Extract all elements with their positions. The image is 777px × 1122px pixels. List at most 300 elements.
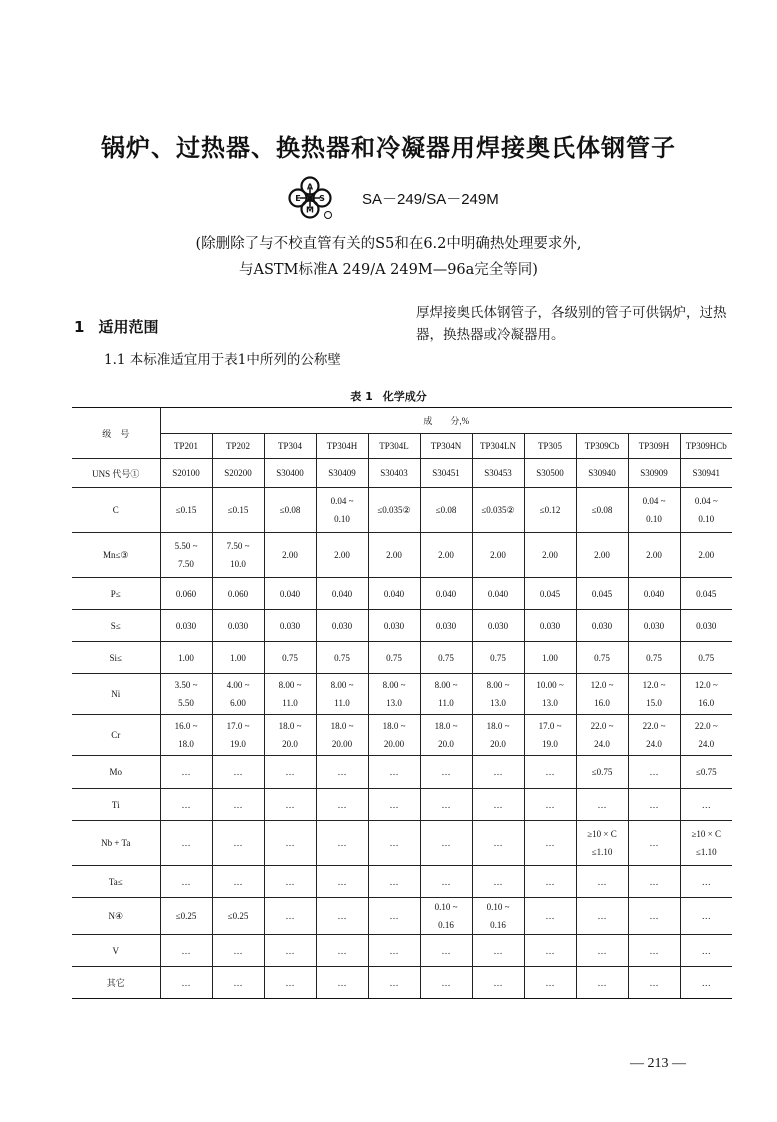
table-cell: [368, 756, 420, 789]
table-cell: [264, 459, 316, 488]
table-cell: [368, 866, 420, 898]
cell-value: 0.04 ~: [642, 496, 666, 506]
cell-value: ≥10 × C: [587, 829, 617, 839]
table-cell: [316, 967, 368, 999]
cell-value: …: [545, 945, 555, 956]
table-cell: [316, 578, 368, 610]
table-cell: [420, 459, 472, 488]
table-row: [72, 935, 732, 967]
table-cell: [420, 898, 472, 935]
svg-text:S: S: [319, 194, 325, 203]
table-cell: [316, 756, 368, 789]
cell-value: 1.00: [230, 652, 246, 663]
cell-value: 10.00 ~: [536, 680, 564, 690]
cell-value: 2.00: [594, 550, 610, 560]
cell-value: 11.0: [438, 698, 454, 708]
cell-value: …: [649, 799, 659, 810]
cell-value: …: [181, 767, 191, 777]
cell-value: 20.00: [331, 739, 353, 749]
row-label: P≤: [72, 578, 160, 610]
cell-value: 2.00: [542, 550, 558, 560]
table-row: [72, 642, 732, 674]
table-cell: [368, 642, 420, 674]
table-cell: [472, 866, 524, 898]
table-cell: [524, 459, 576, 488]
cell-value: 13.0: [386, 698, 402, 708]
table-row: [72, 610, 732, 642]
table-cell: [160, 488, 212, 533]
cell-value: S30500: [536, 468, 564, 478]
table-cell: [264, 866, 316, 898]
cell-value: 0.030: [643, 620, 665, 631]
cell-value: 0.045: [591, 588, 613, 599]
table-cell: [316, 866, 368, 898]
table-cell: [212, 642, 264, 674]
cell-value: …: [545, 977, 555, 988]
table-cell: [576, 533, 628, 578]
cell-value: 0.75: [334, 652, 350, 663]
table-row: [72, 866, 732, 898]
table-cell: [316, 533, 368, 578]
table-cell: [628, 533, 680, 578]
cell-value: …: [389, 977, 399, 988]
cell-value: ≤0.12: [539, 505, 561, 515]
cell-value: 2.00: [282, 550, 298, 560]
cell-value: 0.030: [279, 620, 301, 631]
table-cell: [524, 715, 576, 756]
cell-value: …: [389, 767, 399, 777]
table-header-row: [72, 408, 732, 434]
table-cell: [264, 935, 316, 967]
cell-value: 0.10 ~: [486, 902, 510, 912]
table-cell: [316, 674, 368, 715]
cell-value: 20.0: [438, 739, 454, 749]
table-cell: [368, 715, 420, 756]
cell-value: …: [493, 977, 503, 988]
table-cell: [628, 578, 680, 610]
grade-header-cell: TP304L: [368, 434, 420, 459]
cell-value: 20.0: [282, 739, 298, 749]
table-cell: [628, 821, 680, 866]
table-cell: [420, 488, 472, 533]
grade-header-cell: TP309HCb: [680, 434, 732, 459]
cell-value: ≤0.25: [175, 911, 197, 921]
table-cell: [316, 642, 368, 674]
cell-value: 0.040: [279, 588, 301, 599]
table-cell: [524, 674, 576, 715]
table-cell: [680, 642, 732, 674]
cell-value: …: [545, 799, 555, 810]
table-cell: [160, 935, 212, 967]
table-cell: [212, 967, 264, 999]
table-cell: [472, 935, 524, 967]
table-cell: [316, 821, 368, 866]
cell-value: 0.75: [594, 652, 610, 663]
table-cell: [524, 488, 576, 533]
cell-value: 0.04 ~: [330, 496, 354, 506]
table-cell: [420, 642, 472, 674]
section-number: 1: [74, 318, 85, 336]
table-cell: [576, 488, 628, 533]
cell-value: 19.0: [542, 739, 558, 749]
table-row: [72, 756, 732, 789]
cell-value: 18.0 ~: [382, 721, 406, 731]
table-cell: [264, 533, 316, 578]
row-label: UNS 代号①: [72, 459, 160, 488]
cell-value: …: [233, 945, 243, 956]
cell-value: 16.0: [698, 698, 715, 708]
cell-value: 0.040: [331, 588, 353, 599]
cell-value: ≤0.035②: [481, 505, 515, 515]
cell-value: 2.00: [646, 550, 662, 560]
table-cell: [368, 789, 420, 821]
cell-value: 0.04 ~: [694, 496, 718, 506]
cell-value: …: [441, 799, 451, 810]
cell-value: 17.0 ~: [226, 721, 250, 731]
cell-value: 16.0 ~: [174, 721, 198, 731]
cell-value: 13.0: [490, 698, 506, 708]
table-cell: [472, 488, 524, 533]
cell-value: S30909: [640, 468, 668, 478]
cell-value: 15.0: [646, 698, 662, 708]
table-cell: [576, 459, 628, 488]
cell-value: …: [649, 876, 659, 887]
table-cell: [628, 967, 680, 999]
standard-number: SA－249/SA－249M: [362, 191, 499, 208]
cell-value: 22.0 ~: [642, 721, 666, 731]
cell-value: 0.030: [591, 620, 613, 631]
grade-header-cell: TP304: [264, 434, 316, 459]
table-cell: [576, 898, 628, 935]
table-cell: [472, 674, 524, 715]
cell-value: 20.0: [490, 739, 506, 749]
cell-value: 12.0 ~: [642, 680, 666, 690]
cell-value: 0.040: [383, 588, 405, 599]
table-cell: [212, 488, 264, 533]
cell-value: …: [649, 767, 659, 777]
table-cell: [368, 935, 420, 967]
cell-value: 12.0 ~: [694, 680, 718, 690]
table-cell: [368, 674, 420, 715]
table-cell: [680, 459, 732, 488]
cell-value: 12.0 ~: [590, 680, 614, 690]
chemical-composition-table: [72, 407, 732, 999]
table-cell: [420, 935, 472, 967]
table-cell: [160, 459, 212, 488]
cell-value: …: [285, 911, 295, 921]
table-cell: [576, 756, 628, 789]
svg-text:E: E: [295, 194, 301, 203]
cell-value: …: [545, 911, 555, 921]
table-cell: [472, 789, 524, 821]
document-title: 锅炉、过热器、换热器和冷凝器用焊接奥氏体钢管子: [101, 134, 676, 162]
row-label: C: [72, 488, 160, 533]
table-cell: [316, 898, 368, 935]
cell-value: …: [389, 799, 399, 810]
cell-value: 22.0 ~: [590, 721, 614, 731]
table-cell: [368, 488, 420, 533]
table-cell: [576, 715, 628, 756]
cell-value: 0.040: [487, 588, 509, 599]
cell-value: 2.00: [334, 550, 350, 560]
cell-value: 11.0: [334, 698, 350, 708]
cell-value: …: [649, 945, 659, 956]
cell-value: 0.045: [539, 588, 561, 599]
cell-value: 6.00: [230, 698, 246, 708]
table-cell: [264, 715, 316, 756]
table-cell: [628, 488, 680, 533]
cell-value: …: [701, 945, 711, 956]
cell-value: …: [545, 876, 555, 887]
cell-value: …: [701, 876, 711, 887]
cell-value: …: [441, 767, 451, 777]
cell-value: 0.75: [646, 652, 662, 663]
table-cell: [628, 898, 680, 935]
cell-value: …: [285, 799, 295, 810]
table-cell: [160, 967, 212, 999]
note-line-2: 与ASTM标准A 249/A 249M—96a完全等同): [239, 262, 538, 278]
table-cell: [264, 789, 316, 821]
cell-value: 0.045: [696, 588, 717, 599]
cell-value: …: [285, 945, 295, 956]
cell-value: 8.00 ~: [434, 680, 458, 690]
row-label: Ta≤: [72, 866, 160, 898]
table-cell: [576, 789, 628, 821]
row-label: Mn≤③: [72, 533, 160, 578]
table-cell: [212, 756, 264, 789]
cell-value: ≤0.75: [591, 767, 613, 777]
grade-header-cell: TP309Cb: [576, 434, 628, 459]
table-cell: [212, 578, 264, 610]
cell-value: 0.030: [383, 620, 405, 631]
grade-row: [72, 434, 732, 459]
grade-header-cell: TP304N: [420, 434, 472, 459]
table-cell: [316, 789, 368, 821]
table-cell: [680, 756, 732, 789]
table-cell: [628, 935, 680, 967]
table-caption-number: 表 1: [350, 390, 373, 403]
cell-value: …: [285, 876, 295, 887]
cell-value: ≤0.15: [227, 505, 249, 515]
table-cell: [680, 533, 732, 578]
cell-value: …: [649, 838, 659, 848]
table-cell: [680, 578, 732, 610]
cell-value: 0.030: [435, 620, 457, 631]
table-row: [72, 898, 732, 935]
table-cell: [368, 459, 420, 488]
table-cell: [368, 821, 420, 866]
cell-value: 18.0 ~: [486, 721, 510, 731]
table-cell: [680, 967, 732, 999]
cell-value: 18.0 ~: [434, 721, 458, 731]
cell-value: S30453: [484, 468, 512, 478]
grade-header: 级 号: [72, 408, 160, 459]
table-cell: [368, 533, 420, 578]
cell-value: …: [337, 799, 347, 810]
paragraph-1-1: 1.1 本标准适宜用于表1中所列的公称壁: [104, 352, 341, 368]
table-cell: [628, 610, 680, 642]
table-cell: [212, 715, 264, 756]
table-cell: [212, 821, 264, 866]
table-cell: [212, 935, 264, 967]
cell-value: 0.040: [643, 588, 665, 599]
table-cell: [160, 642, 212, 674]
table-caption: [0, 388, 777, 404]
table-cell: [420, 610, 472, 642]
asme-logo-icon: [286, 176, 334, 220]
cell-value: 0.060: [175, 588, 197, 599]
table-cell: [264, 967, 316, 999]
cell-value: 0.030: [539, 620, 561, 631]
table-cell: [160, 715, 212, 756]
table-cell: [368, 898, 420, 935]
cell-value: 24.0: [646, 739, 662, 749]
cell-value: 8.00 ~: [382, 680, 406, 690]
table-cell: [420, 674, 472, 715]
cell-value: …: [441, 876, 451, 887]
table-cell: [264, 898, 316, 935]
section-title: 适用范围: [98, 318, 159, 336]
table-caption-title: 化学成分: [382, 390, 427, 403]
row-label: Ni: [72, 674, 160, 715]
table-cell: [316, 488, 368, 533]
table-cell: [576, 967, 628, 999]
cell-value: 7.50 ~: [226, 541, 250, 551]
cell-value: S30403: [380, 468, 408, 478]
cell-value: …: [285, 767, 295, 777]
table-cell: [576, 866, 628, 898]
grade-header-cell: TP304H: [316, 434, 368, 459]
cell-value: …: [701, 911, 711, 921]
cell-value: …: [233, 876, 243, 887]
row-label: N④: [72, 898, 160, 935]
table-cell: [472, 898, 524, 935]
cell-value: 0.030: [487, 620, 509, 631]
cell-value: 5.50: [178, 698, 194, 708]
cell-value: ≤1.10: [591, 847, 613, 857]
cell-value: 0.10: [646, 514, 662, 524]
cell-value: …: [597, 911, 607, 921]
row-label: Cr: [72, 715, 160, 756]
table-cell: [628, 866, 680, 898]
cell-value: …: [337, 767, 347, 777]
cell-value: S30941: [692, 468, 721, 478]
cell-value: 0.030: [227, 620, 249, 631]
table-cell: [576, 610, 628, 642]
cell-value: 10.0: [230, 559, 246, 569]
cell-value: …: [389, 911, 399, 921]
table-cell: [160, 610, 212, 642]
cell-value: 4.00 ~: [226, 680, 250, 690]
cell-value: …: [337, 876, 347, 887]
cell-value: 24.0: [698, 739, 715, 749]
cell-value: …: [233, 838, 243, 848]
table-cell: [628, 789, 680, 821]
row-label: 其它: [72, 967, 160, 999]
cell-value: …: [597, 876, 607, 887]
cell-value: 1.00: [178, 652, 194, 663]
grade-header-cell: TP201: [160, 434, 212, 459]
table-cell: [524, 756, 576, 789]
row-label: S≤: [72, 610, 160, 642]
cell-value: S20200: [224, 468, 252, 478]
cell-value: 7.50: [178, 559, 194, 569]
table-cell: [472, 756, 524, 789]
table-cell: [264, 578, 316, 610]
table-cell: [680, 935, 732, 967]
cell-value: …: [389, 838, 399, 848]
cell-value: …: [337, 838, 347, 848]
composition-header: 成 分,%: [160, 408, 732, 434]
cell-value: …: [233, 799, 243, 810]
cell-value: 11.0: [282, 698, 298, 708]
table-cell: [316, 459, 368, 488]
cell-value: …: [493, 838, 503, 848]
table-cell: [628, 459, 680, 488]
table-row: [72, 715, 732, 756]
table-cell: [524, 533, 576, 578]
cell-value: ≤1.10: [695, 847, 717, 857]
cell-value: 2.00: [698, 550, 715, 560]
table-cell: [524, 898, 576, 935]
row-label: Si≤: [72, 642, 160, 674]
cell-value: …: [545, 838, 555, 848]
table-cell: [628, 756, 680, 789]
cell-value: …: [181, 838, 191, 848]
cell-value: …: [649, 977, 659, 988]
cell-value: 18.0 ~: [278, 721, 302, 731]
cell-value: 13.0: [542, 698, 558, 708]
table-cell: [472, 821, 524, 866]
cell-value: …: [701, 977, 711, 988]
table-cell: [680, 821, 732, 866]
cell-value: …: [493, 945, 503, 956]
table-cell: [420, 967, 472, 999]
table-cell: [160, 821, 212, 866]
table-cell: [420, 533, 472, 578]
cell-value: 0.060: [227, 588, 249, 599]
paragraph-continuation: 厚焊接奥氏体钢管子，各级别的管子可供锅炉，过热器，换热器或冷凝器用。: [416, 305, 727, 343]
table-cell: [628, 674, 680, 715]
table-cell: [212, 610, 264, 642]
cell-value: …: [233, 977, 243, 988]
table-cell: [576, 935, 628, 967]
cell-value: …: [181, 977, 191, 988]
table-cell: [212, 459, 264, 488]
cell-value: 18.0: [178, 739, 194, 749]
table-cell: [264, 674, 316, 715]
cell-value: 0.10 ~: [434, 902, 458, 912]
table-cell: [212, 866, 264, 898]
cell-value: 0.75: [282, 652, 298, 663]
cell-value: …: [181, 799, 191, 810]
cell-value: …: [493, 876, 503, 887]
table-cell: [628, 642, 680, 674]
table-cell: [576, 642, 628, 674]
table-cell: [316, 935, 368, 967]
cell-value: 8.00 ~: [486, 680, 510, 690]
table-cell: [316, 610, 368, 642]
cell-value: 0.030: [175, 620, 197, 631]
grade-header-cell: TP304LN: [472, 434, 524, 459]
cell-value: 22.0 ~: [694, 721, 718, 731]
table-cell: [524, 935, 576, 967]
table-cell: [472, 533, 524, 578]
cell-value: ≤0.08: [279, 505, 301, 515]
cell-value: …: [337, 945, 347, 956]
cell-value: 19.0: [230, 739, 246, 749]
table-cell: [264, 642, 316, 674]
